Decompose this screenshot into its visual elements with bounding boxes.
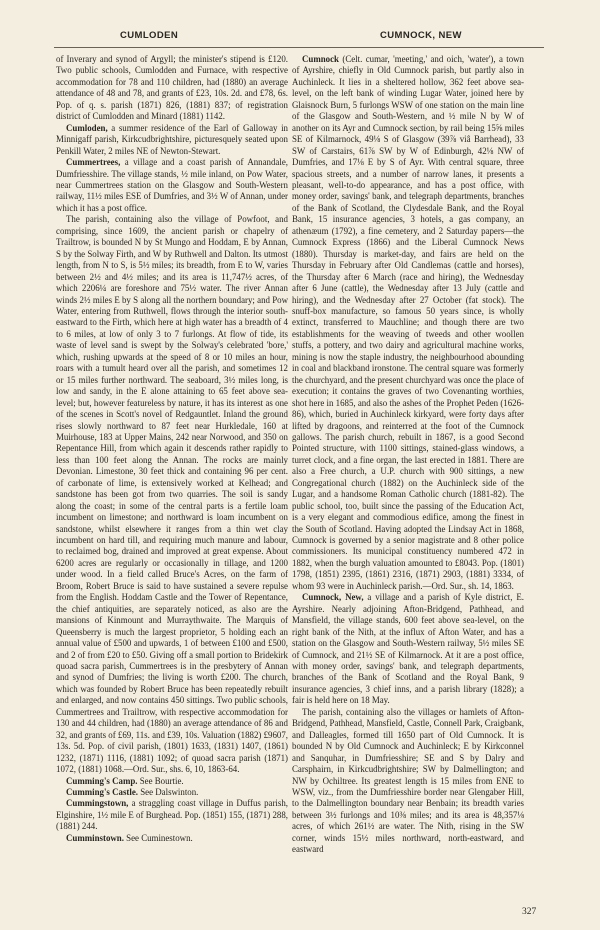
dictionary-entry [292, 54, 524, 592]
dictionary-entry [56, 787, 288, 798]
entry-headword: Cumnock [302, 54, 339, 64]
dictionary-entry [56, 776, 288, 787]
entry-text: See Dalswinton. [138, 787, 199, 797]
entry-paragraph [56, 214, 288, 775]
entry-text: a summer residence of the Earl of Galloway in Minnigaff parish, Kirkcudbrightshire, picturesquely seated upon Penkill Water, 2 miles NE of Newton-Stewart. [56, 122, 288, 156]
entry-headword: Cumnock, New, [302, 592, 364, 603]
entry-paragraph [56, 54, 288, 123]
header-rule [54, 47, 544, 48]
right-column [292, 54, 524, 856]
dictionary-entry [56, 798, 288, 832]
running-header-left: CUMLODEN [120, 30, 179, 41]
entry-text: See Bourtie. [137, 775, 184, 786]
entry-text: a village and a coast parish of Annandale, Dumfriesshire. The village stands, ½ mile inland, on Pow Water, near Cummertrees station on the Glasgow and South-Western railway, 11½ miles ESE of Dumfries, and 3½ W of Annan, under which it has a post office. [56, 157, 288, 213]
entry-paragraph [292, 707, 524, 856]
entry-text: See Cuminestown. [123, 832, 193, 843]
entry-headword: Cumminstown. [66, 832, 124, 843]
entry-headword: Cummertrees, [66, 157, 121, 168]
entry-headword: Cumming's Castle. [66, 787, 138, 797]
dictionary-entry [56, 123, 288, 157]
dictionary-entry [292, 592, 524, 707]
entry-text: The parish, containing also the village of Powfoot, and comprising, since 1609, the ancient parish or chapelry of Trailtrow, is bounded N by St Mungo and Hoddam, E by Annan, S by the Solway Firth, and W by Ruthwell and Dalton. Its utmost length, from N to S, is 5½ miles; its breadth, from E to W, varies between 2½ and 4½ miles; and its area is 11,747½ acres, of which 2206¼ are foreshore and 75½ water. The river Annan winds 2½ miles E by S along all the northern boundary; and Pow Water, entering from Ruthwell, flows through the interior south-eastward to the Firth, which here at high water has a breadth of 4 to 6 miles, at low of only 3 to 7 furlongs. At flow of tide, its waste of level sand is swept by the Solway's celebrated 'bore,' which, rushing upwards at the speed of 8 or 10 miles an hour, roars with a tumult heard over all the parish, and sometimes 12 or 15 miles further northward. The seaboard, 3½ miles long, is low and sandy, in the E alone attaining to 65 feet above sea-level; but, however featureless by nature, it has its interest as one of the scenes in Scott's novel of Redgauntlet. Inland the ground rises slowly northward to 87 feet near Hurkledale, 160 at Muirhouse, 183 at Upper Mains, 242 near Norwood, and 350 on Repentance Hill, from which again it descends rather rapidly to less than 100 feet along the Annan. The rocks are mainly Devonian. Limestone, 30 feet thick and containing 96 per cent. of carbonate of lime, is extensively worked at Kelhead; and sandstone has been got from two quarries. The soil is sandy along the coast; in some of the central parts is a fertile loam incumbent on limestone; and northward is loam incumbent on sandstone, whilst elsewhere it ranges from a thin wet clay incumbent on hard till, and requiring much manure and labour, to reclaimed bog, drained and improved at great expense. About 6200 acres are regularly or occasionally in tillage, and 1200 under wood. In a field called Bruce's Acres, on the farm of Broom, Robert Bruce is said to have sustained a severe repulse from the English. Hoddam Castle and the Tower of Repentance, the chief antiquities, are separately noticed, as also are the mansions of Kinmount and Murraythwaite. The Marquis of Queensberry is much the largest proprietor, 5 holding each an annual value of £500 and upwards, 1 of between £100 and £500, and 2 of from £20 to £50. Giving off a small portion to Bridekirk quoad sacra parish, Cummertrees is in the presbytery of Annan and synod of Dumfries; the living is worth £200. The church, which was founded by Robert Bruce has been repeatedly rebuilt and enlarged, and now contains 450 sittings. Two public schools, Cummertrees and Trailtrow, with respective accommodation for 130 and 44 children, had (1880) an average attendance of 86 and 32, and grants of £69, 11s. and £39, 10s. Valuation (1882) £9607, 13s. 5d. Pop. of civil parish, (1801) 1633, (1831) 1407, (1861) 1232, (1871) 1116, (1881) 1092; of quoad sacra parish (1871) 1072, (1881) 1068.—Ord. Sur., shs. 6, 10, 1863-64. [56, 214, 288, 775]
entry-headword: Cummingstown, [66, 798, 129, 809]
entry-text: The parish, containing also the villages or hamlets of Afton-Bridgend, Pathhead, Mansfield, Castle, Connell Park, Craigbank, and Dalleagles, formed till 1650 part of Old Cumnock. It is bounded N by Old Cumnock and Auchinleck; E by Kirkconnel and Sanquhar, in Dumfriesshire; SE and S by Dalry and Carsphairn, in Kirkcudbrightshire; SW by Dalmellington; and NW by Ochiltree. Its greatest length is 15 miles from ENE to WSW, viz., from the Dumfriesshire border near Glengaber Hill, to the Dalmellington boundary near Benbain; its breadth varies between 3½ furlongs and 10⅜ miles; and its area is 48,357⅛ acres, of which 261½ are water. The Nith, rising in the SW corner, winds 15½ miles northward, north-eastward, and eastward [292, 706, 524, 855]
running-header [0, 30, 600, 44]
entry-text: a village and a parish of Kyle district, E. Ayrshire. Nearly adjoining Afton-Bridgend, Pathhead, and Mansfield, the village stands, 600 feet above sea-level, on the right bank of the Nith, at the influx of Afton Water, and has a station on the Glasgow and South-Western railway, 5½ miles SE of Cumnock, and 21½ SE of Kilmarnock. At it are a post office, with money order, savings' bank, and telegraph departments, branches of the Bank of Scotland and the Royal Bank, 9 insurance agencies, 3 chief inns, and a parish library (1828); a fair is held here on 18 May. [292, 592, 524, 706]
dictionary-entry [56, 157, 288, 214]
dictionary-entry [56, 833, 288, 844]
entry-text: of Inverary and synod of Argyll; the minister's stipend is £120. Two public schools, Cumlodden and Furnace, with respective accommodation for 78 and 110 children, had (1880) an average attendance of 48 and 78, and grants of £23, 10s. 2d. and £78, 6s. Pop. of q. s. parish (1871) 826, (1881) 837; of registration district of Cumlodden and Minard (1881) 1142. [56, 54, 288, 122]
page-number: 327 [522, 907, 537, 917]
entry-headword: Cumming's Camp. [66, 775, 138, 786]
entry-headword: Cumloden, [66, 122, 108, 133]
left-column [56, 54, 288, 844]
entry-text: (Celt. cumar, 'meeting,' and oich, 'water'), a town of Ayrshire, chiefly in Old Cumnock parish, but partly also in Auchinleck. It lies in a sheltered hollow, 362 feet above sea-level, on the left bank of winding Lugar Water, joined here by Glaisnock Burn, 5 furlongs WSW of one station on the main line of the Glasgow and South-Western, and ½ mile N by W of another on its Ayr and Cumnock section, by rail being 15⅝ miles SE of Kilmarnock, 49⅛ S of Glasgow (39⅞ viâ Barrhead), 33 SW of Carstairs, 61⅞ SW by W of Edinburgh, 42⅛ NW of Dumfries, and 17⅛ E by S of Ayr. With central square, three spacious streets, and a number of narrow lanes, it presents a pleasant, well-to-do appearance, and has a post office, with money order, savings' bank, and telegraph departments, branches of the Bank of Scotland, the Clydesdale Bank, and the Royal Bank, 15 insurance agencies, 3 hotels, a gas company, an athenæum (1792), a fine cemetery, and 2 Saturday papers—the Cumnock Express (1866) and the Liberal Cumnock News (1880). Thursday is market-day, and fairs are held on the Thursday in February after Old Candlemas (cattle and horses), the Thursday after 6 March (race and hiring), the Wednesday after 6 June (cattle), the Wednesday after 13 July (cattle and hiring), and the Wednesday after 27 October (fat stock). The snuff-box manufacture, so famous 50 years since, is wholly extinct, transferred to Mauchline; and though there are two establishments for the weaving of tweeds and other woollen stuffs, a pottery, and two dairy and agricultural machine works, mining is now the staple industry, the neighbourhood abounding in coal and blackband ironstone. The central square was formerly the churchyard, and the present churchyard was once the place of execution; it contains the graves of two Covenanting worthies, shot here in 1685, and also the ashes of the Prophet Peden (1626-86), which, buried in Auchinleck kirkyard, were forty days after lifted by dragoons, and reinterred at the foot of the Cumnock gallows. The parish church, rebuilt in 1867, is a good Second Pointed structure, with 1100 sittings, stained-glass windows, a turret clock, and a fine organ, the last erected in 1881. There are also a Free church, a U.P. church with 900 sittings, a new Congregational church (1882) on the Auchinleck side of the Lugar, and a handsome Roman Catholic church (1881-82). The public school, too, built since the passing of the Education Act, is a very elegant and commodious edifice, among the finest in the South of Scotland. Having adopted the Lindsay Act in 1868, Cumnock is governed by a senior magistrate and 8 other police commissioners. Its municipal constituency numbered 472 in 1882, when the burgh valuation amounted to £8043. Pop. (1801) 1798, (1851) 2395, (1861) 2316, (1871) 2903, (1881) 3334, of whom 93 were in Auchinleck parish.—Ord. Sur., sh. 14, 1863. [292, 54, 524, 591]
entry-text: a straggling coast village in Duffus parish, Elginshire, 1½ mile E of Burghead. Pop. (1851) 155, (1871) 288, (1881) 244. [56, 798, 288, 832]
running-header-right: CUMNOCK, NEW [380, 30, 462, 41]
